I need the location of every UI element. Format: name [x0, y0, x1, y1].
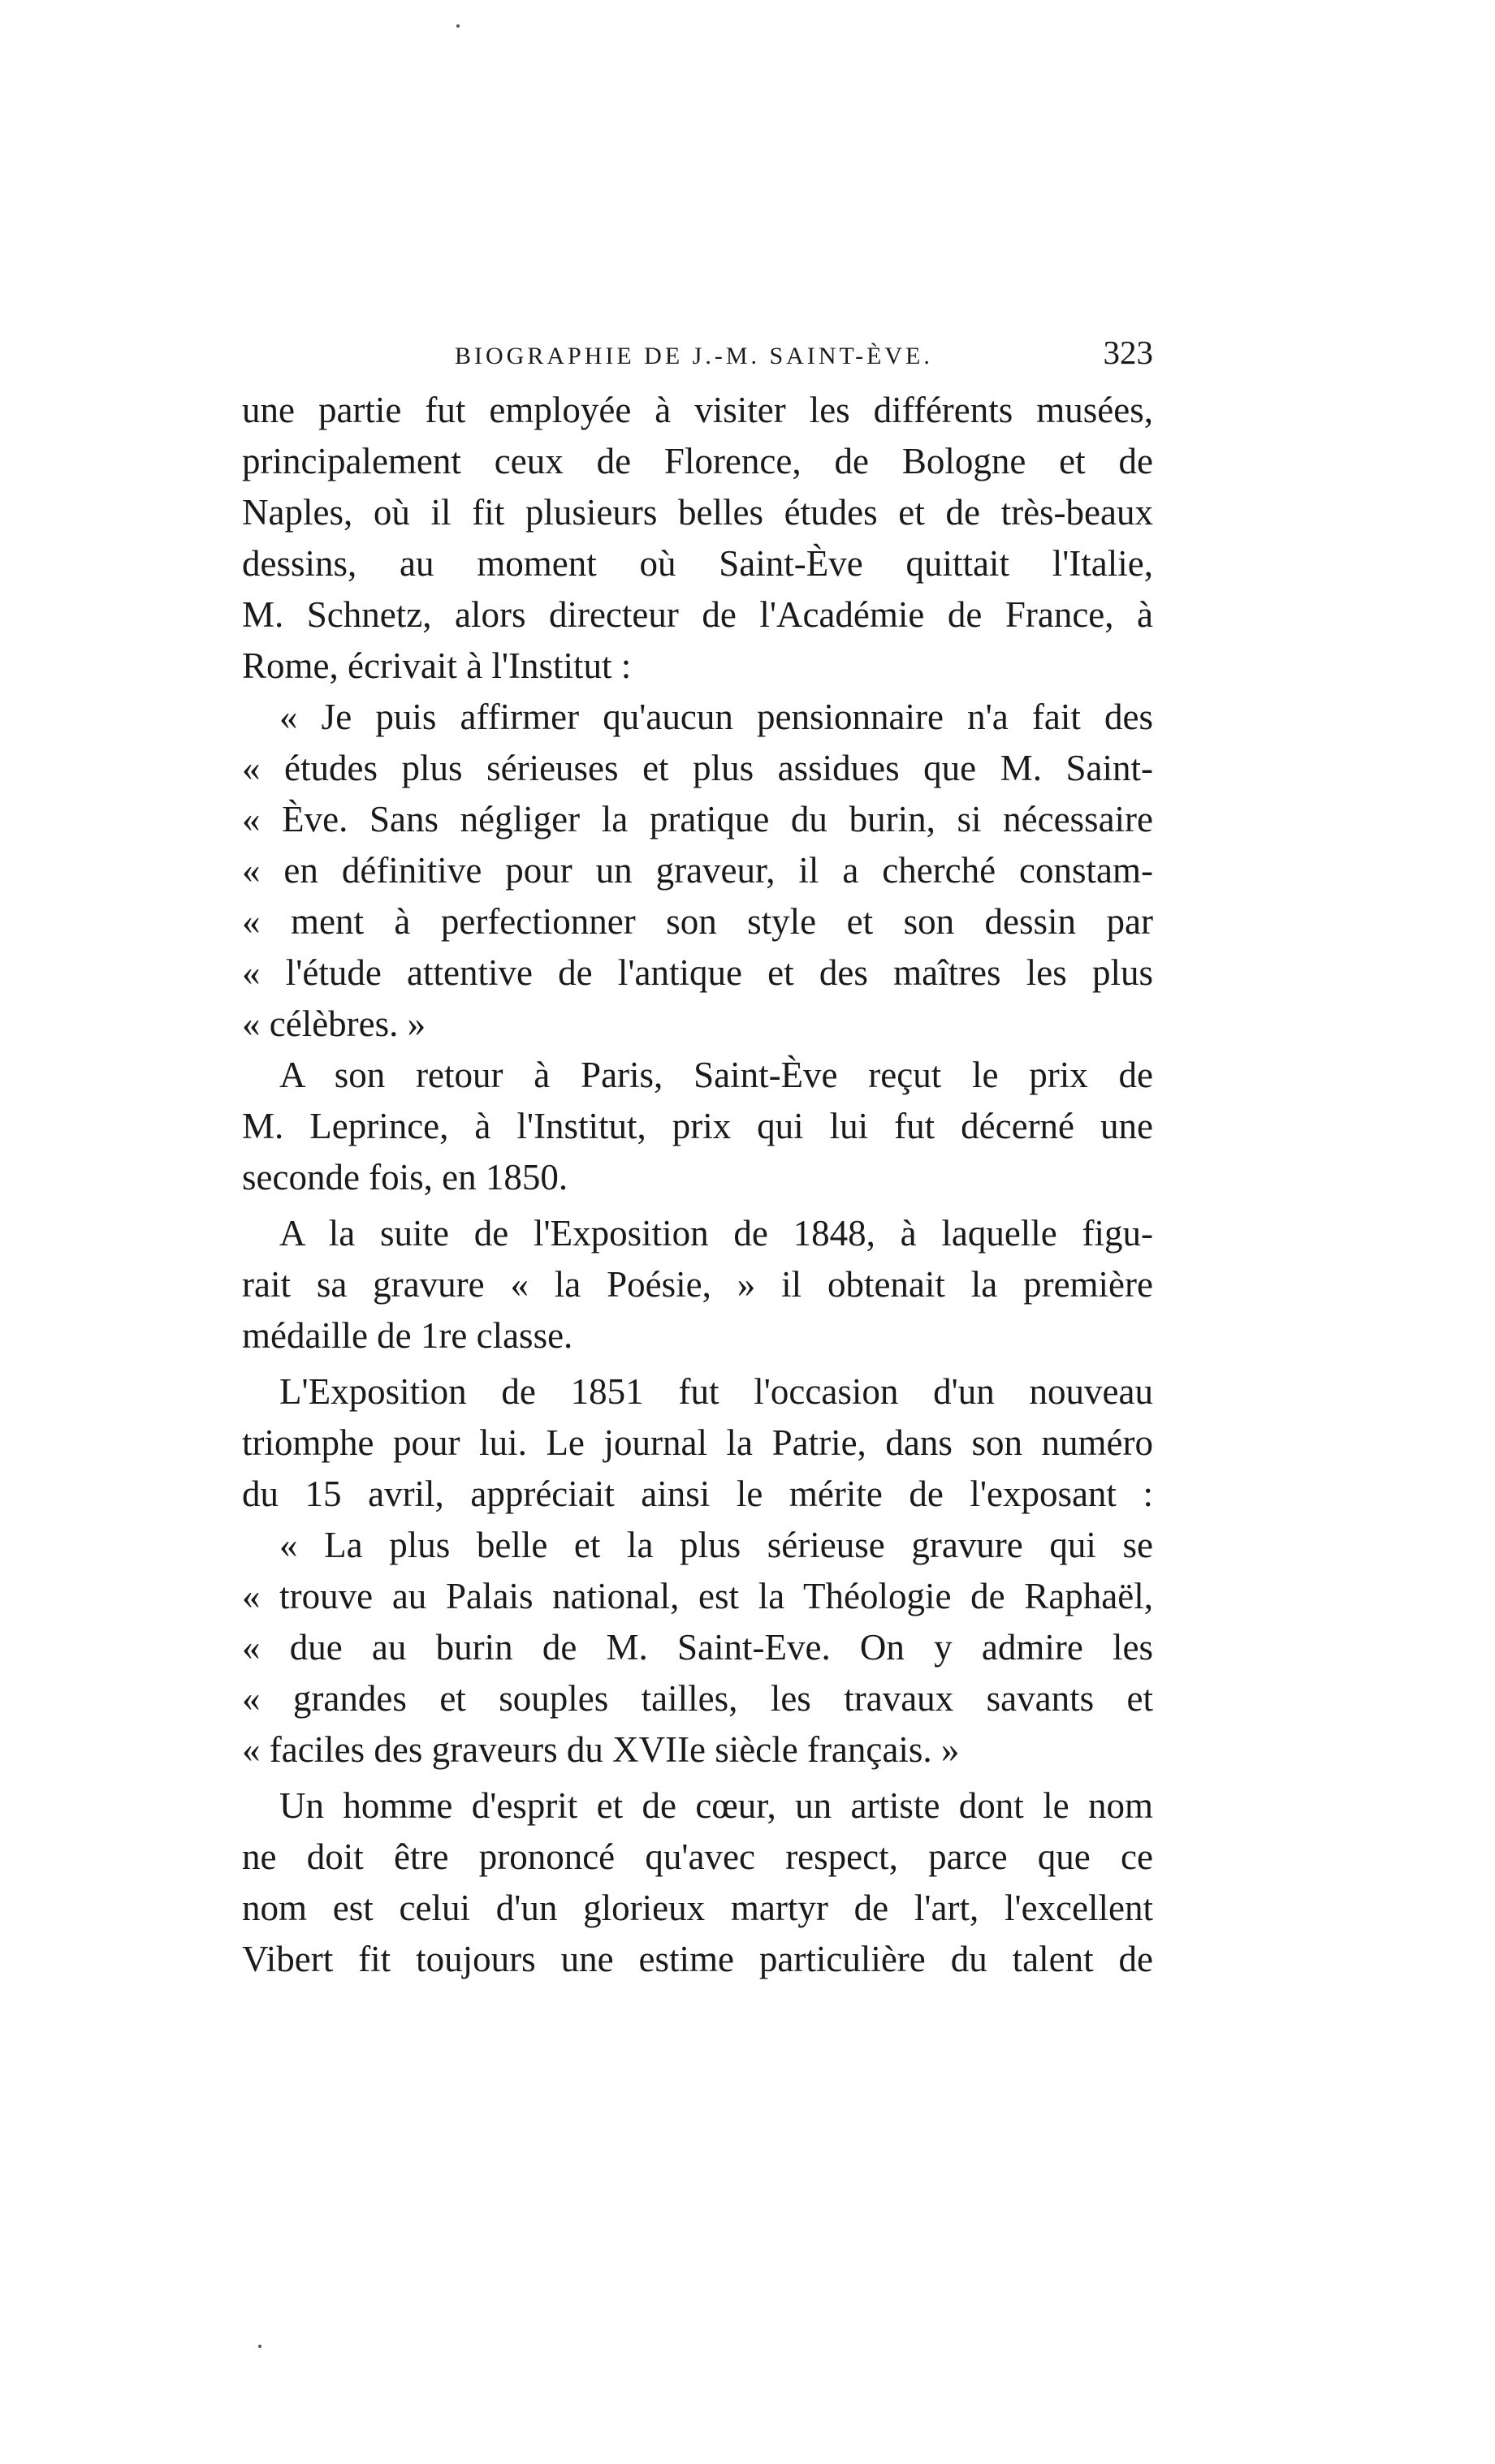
- text-line: Vibert fit toujours une estime particulière du talent de: [242, 1939, 1153, 1979]
- quote-line: « célèbres. »: [242, 1003, 426, 1044]
- quote-line: « due au burin de M. Saint-Eve. On y admire les: [242, 1627, 1153, 1668]
- running-title: BIOGRAPHIE DE J.-M. SAINT-ÈVE.: [455, 343, 933, 369]
- paper-speck-bottom: [258, 2345, 261, 2348]
- text-line: triomphe pour lui. Le journal la Patrie, dans son numéro: [242, 1422, 1153, 1463]
- text-line: Un homme d'esprit et de cœur, un artiste dont le nom: [279, 1785, 1153, 1826]
- page-number: 323: [1103, 334, 1153, 371]
- text-line: une partie fut employée à visiter les différents musées,: [242, 390, 1153, 430]
- quote-line: « ment à perfectionner son style et son dessin par: [242, 901, 1153, 942]
- text-line: Naples, où il fit plusieurs belles études et de très-beaux: [242, 492, 1153, 533]
- quote-line: « Ève. Sans négliger la pratique du burin, si nécessaire: [242, 799, 1153, 839]
- quote-line: « trouve au Palais national, est la Théologie de Raphaël,: [242, 1576, 1153, 1616]
- quote-line: « grandes et souples tailles, les travaux savants et: [242, 1678, 1153, 1719]
- text-line: Rome, écrivait à l'Institut :: [242, 645, 632, 686]
- text-line: M. Leprince, à l'Institut, prix qui lui fut décerné une: [242, 1106, 1153, 1146]
- text-line: nom est celui d'un glorieux martyr de l'art, l'excellent: [242, 1888, 1153, 1928]
- text-line: M. Schnetz, alors directeur de l'Académie de France, à: [242, 594, 1153, 635]
- text-line: seconde fois, en 1850.: [242, 1157, 568, 1197]
- quote-line: « en définitive pour un graveur, il a cherché constam-: [242, 850, 1153, 891]
- running-head: [242, 333, 1153, 382]
- text-line: dessins, au moment où Saint-Ève quittait l'Italie,: [242, 543, 1153, 584]
- text-line: du 15 avril, appréciait ainsi le mérite de l'exposant :: [242, 1474, 1153, 1514]
- text-line: principalement ceux de Florence, de Bologne et de: [242, 441, 1153, 481]
- text-line: rait sa gravure « la Poésie, » il obtenait la première: [242, 1264, 1153, 1305]
- quote-line: « études plus sérieuses et plus assidues que M. Saint-: [242, 748, 1153, 788]
- text-line: ne doit être prononcé qu'avec respect, parce que ce: [242, 1836, 1153, 1877]
- paper-speck-top: [456, 24, 460, 28]
- quote-line: « Je puis affirmer qu'aucun pensionnaire n'a fait des: [279, 697, 1153, 737]
- quote-line: « La plus belle et la plus sérieuse gravure qui se: [279, 1525, 1153, 1565]
- text-line: L'Exposition de 1851 fut l'occasion d'un nouveau: [279, 1371, 1153, 1412]
- body-text: [242, 385, 1153, 1985]
- text-line: A son retour à Paris, Saint-Ève reçut le prix de: [279, 1055, 1153, 1095]
- quote-line: « l'étude attentive de l'antique et des maîtres les plus: [242, 952, 1153, 993]
- text-line: A la suite de l'Exposition de 1848, à laquelle figu-: [279, 1213, 1153, 1254]
- text-line: médaille de 1re classe.: [242, 1315, 573, 1356]
- quote-line: « faciles des graveurs du XVIIe siècle français. »: [242, 1729, 960, 1770]
